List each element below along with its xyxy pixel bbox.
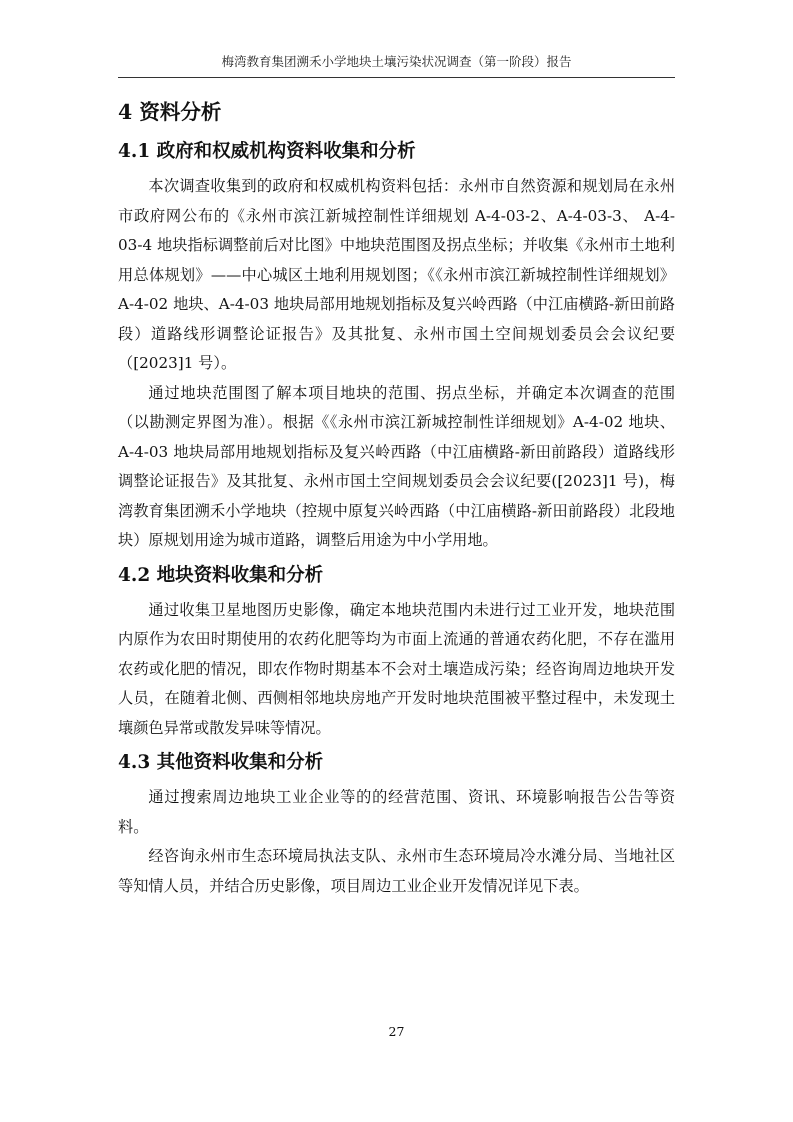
paragraph-4-2-1: 通过收集卫星地图历史影像，确定本地块范围内未进行过工业开发，地块范围内原作为农田时期使用的农药化肥等均为市面上流通的普通农药化肥，不存在滥用农药或化肥的情况，即农作物时期基本不会对土壤造成污染；经咨询周边地块开发人员，在随着北侧、西侧相邻地块房地产开发时地块范围被平整过程中，未发现土壤颜色异常或散发异味等情况。	[118, 600, 675, 737]
page-number: 27	[388, 1024, 405, 1039]
section-heading-4: 4 资料分析	[118, 100, 222, 124]
section-heading-4-1: 4.1 政府和权威机构资料收集和分析	[118, 141, 416, 162]
paragraph-4-3-2: 经咨询永州市生态环境局执法支队、永州市生态环境局冷水滩分局、当地社区等知情人员，并结合历史影像，项目周边工业企业开发情况详见下表。	[118, 847, 675, 895]
header-divider	[118, 77, 675, 78]
paragraph-4-3-1: 通过搜索周边地块工业企业等的的经营范围、资讯、环境影响报告公告等资料。	[118, 788, 675, 836]
paragraph-4-1-2: 通过地块范围图了解本项目地块的范围、拐点坐标，并确定本次调查的范围（以勘测定界图为准）。根据《《永州市滨江新城控制性详细规划》A-4-02 地块、A-4-03 地块局部用地规划指标及复兴岭西路（中江庙横路-新田前路段）道路线形调整论证报告》及其批复、永州市国土空间规划委员会会议纪要([2023]1 号)，梅湾教育集团溯禾小学地块（控规中原复兴岭西路（中江庙横路-新田前路段）北段地块）原规划用途为城市道路，调整后用途为中小学用地。	[118, 383, 675, 549]
paragraph-4-1-1: 本次调查收集到的政府和权威机构资料包括：永州市自然资源和规划局在永州市政府网公布的《永州市滨江新城控制性详细规划 A-4-03-2、A-4-03-3、 A-4-03-4 地块指标调整前后对比图》中地块范围图及拐点坐标；并收集《永州市土地利用总体规划》——中心城区土地利用规划图；《《永州市滨江新城控制性详细规划》A-4-02 地块、A-4-03 地块局部用地规划指标及复兴岭西路（中江庙横路-新田前路段）道路线形调整论证报告》及其批复、永州市国土空间规划委员会会议纪要（[2023]1 号）。	[118, 177, 675, 372]
section-heading-4-3: 4.3 其他资料收集和分析	[118, 752, 324, 773]
section-heading-4-2: 4.2 地块资料收集和分析	[118, 564, 324, 586]
page-body	[118, 92, 675, 901]
page-header: 梅湾教育集团溯禾小学地块土壤污染状况调查（第一阶段）报告	[221, 54, 572, 69]
